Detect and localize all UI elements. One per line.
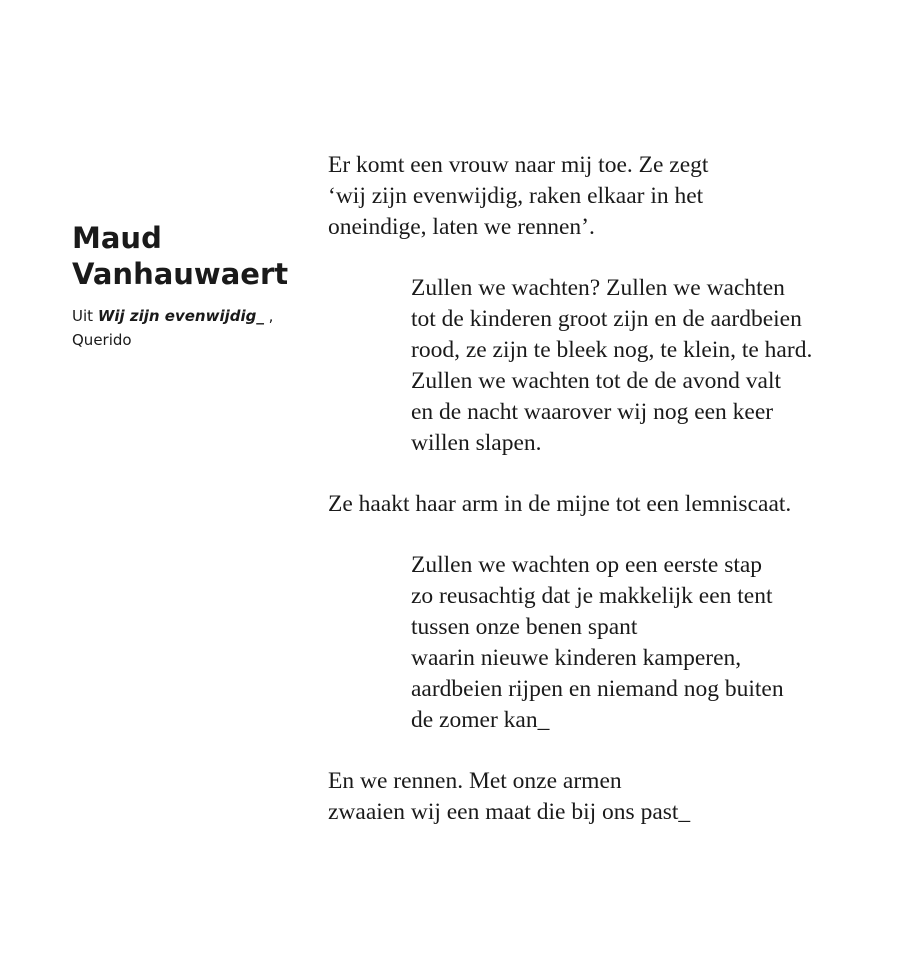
poem-line: En we rennen. Met onze armen [328, 768, 622, 794]
author-last-name: Vanhauwaert [72, 257, 289, 291]
poem-line: tot de kinderen groot zijn en de aardbeien [411, 306, 802, 332]
poem-line: Zullen we wachten tot de de avond valt [411, 368, 781, 394]
poem-line: rood, ze zijn te bleek nog, te klein, te hard. [411, 337, 813, 363]
source-citation [72, 304, 302, 352]
poem-line: Zullen we wachten op een eerste stap [411, 552, 763, 578]
source-separator: , [268, 307, 274, 325]
publisher: Querido [72, 331, 132, 349]
author-first-name: Maud [72, 221, 162, 255]
poem-line: willen slapen. [411, 430, 542, 456]
poem [328, 150, 898, 828]
poem-line: zo reusachtig dat je makkelijk een tent [411, 583, 773, 609]
author-block [72, 220, 302, 352]
stanza-4 [328, 550, 898, 736]
poem-line: Ze haakt haar arm in de mijne tot een lemniscaat. [328, 491, 792, 517]
source-prefix: Uit [72, 307, 94, 325]
poem-line: tussen onze benen spant [411, 614, 638, 640]
poem-line: waarin nieuwe kinderen kamperen, [411, 645, 742, 671]
poem-line: en de nacht waarover wij nog een keer [411, 399, 774, 425]
poem-line: zwaaien wij een maat die bij ons past_ [328, 799, 691, 825]
stanza-2 [328, 273, 898, 459]
poem-line: oneindige, laten we rennen’. [328, 214, 595, 240]
stanza-1 [328, 150, 898, 243]
poem-line: Zullen we wachten? Zullen we wachten [411, 275, 785, 301]
stanza-5 [328, 766, 898, 828]
poem-line: Er komt een vrouw naar mij toe. Ze zegt [328, 152, 709, 178]
poem-line: aardbeien rijpen en niemand nog buiten [411, 676, 784, 702]
book-title: Wij zijn evenwijdig_ [97, 307, 264, 325]
stanza-3 [328, 489, 898, 520]
poem-line: de zomer kan_ [411, 707, 550, 733]
author-name [72, 220, 302, 292]
poem-line: ‘wij zijn evenwijdig, raken elkaar in het [328, 183, 704, 209]
